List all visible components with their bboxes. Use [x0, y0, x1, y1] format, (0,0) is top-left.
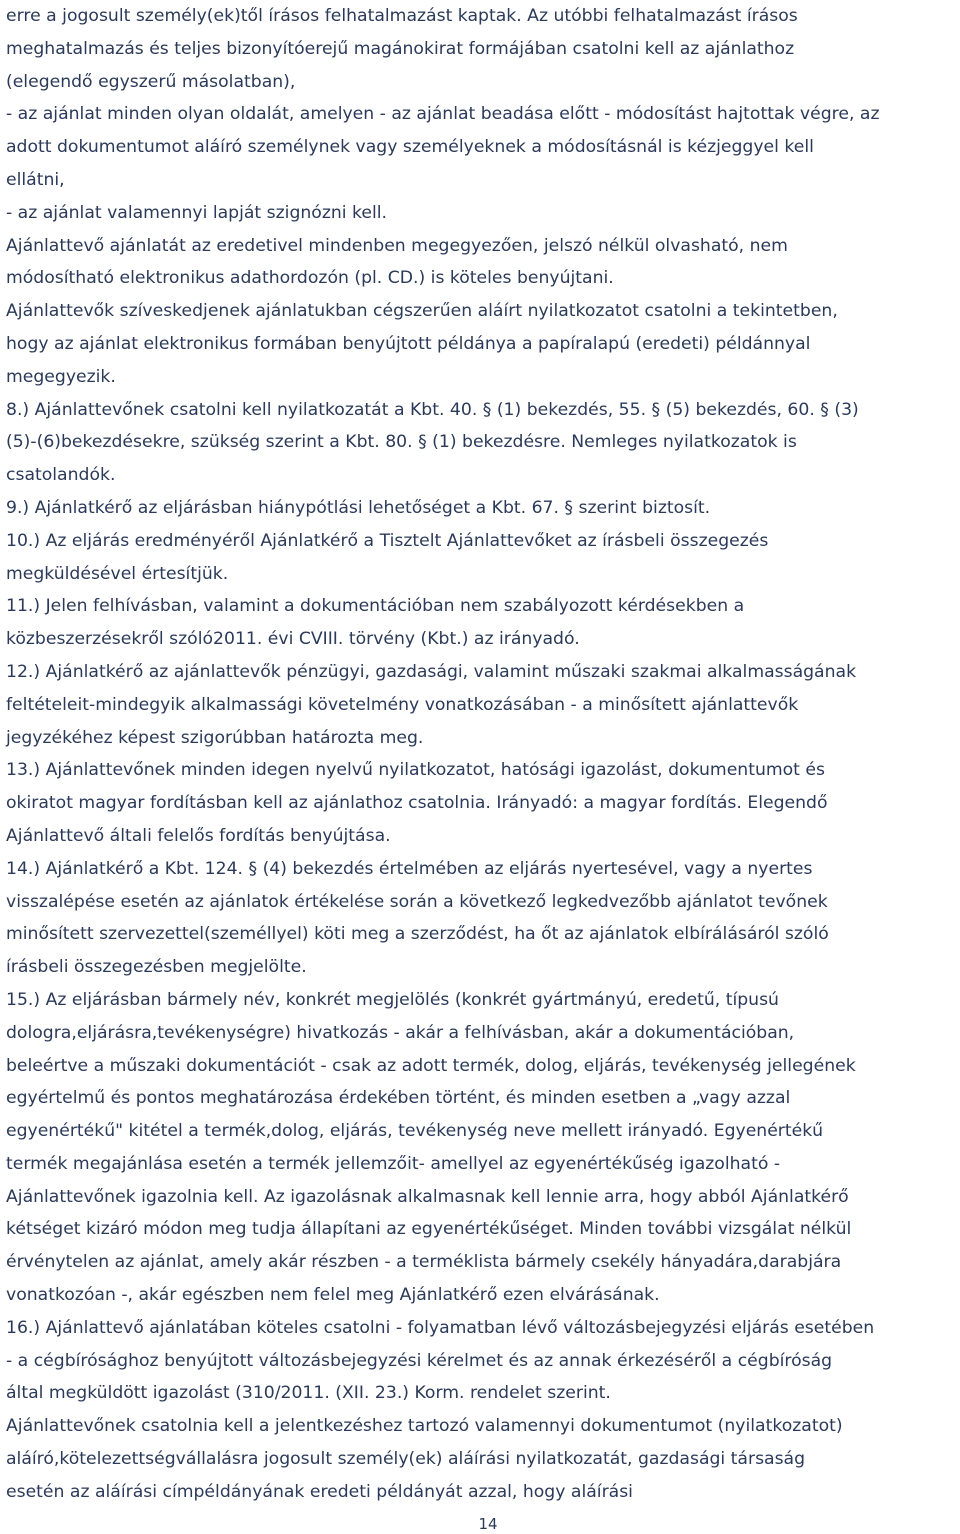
text-line: 14.) Ajánlatkérő a Kbt. 124. § (4) bekezdés értelmében az eljárás nyertesével, vagy a nyertes — [6, 858, 813, 879]
text-line: 12.) Ajánlatkérő az ajánlattevők pénzügyi, gazdasági, valamint műszaki szakmai alkalmasságának — [6, 661, 857, 682]
text-line: - az ajánlat minden olyan oldalát, amelyen - az ajánlat beadása előtt - módosítást hajtottak végre, az — [6, 104, 880, 125]
text-line: vonatkozóan -, akár egészben nem felel meg Ajánlatkérő ezen elvárásának. — [6, 1285, 660, 1306]
text-line: dologra,eljárásra,tevékenységre) hivatkozás - akár a felhívásban, akár a dokumentációban, — [6, 1022, 795, 1043]
text-line: 11.) Jelen felhívásban, valamint a dokumentációban nem szabályozott kérdésekben a — [6, 596, 745, 617]
text-line: Ajánlattevőnek igazolnia kell. Az igazolásnak alkalmasnak kell lennie arra, hogy abból Ajánlatkérő — [6, 1186, 849, 1207]
text-line: meghatalmazás és teljes bizonyítóerejű magánokirat formájában csatolni kell az ajánlathoz — [6, 38, 795, 59]
text-line: - a cégbírósághoz benyújtott változásbejegyzési kérelmet és az annak érkezéséről a cégbíróság — [6, 1350, 833, 1371]
body-text — [6, 0, 960, 1509]
text-line: (5)-(6)bekezdésekre, szükség szerint a Kbt. 80. § (1) bekezdésre. Nemleges nyilatkozatok is — [6, 432, 797, 453]
text-line: hogy az ajánlat elektronikus formában benyújtott példánya a papíralapú (eredeti) példánnyal — [6, 333, 811, 354]
text-line: 15.) Az eljárásban bármely név, konkrét megjelölés (konkrét gyártmányú, eredetű, típusú — [6, 989, 779, 1010]
text-line: csatolandók. — [6, 465, 116, 486]
text-line: 16.) Ajánlattevő ajánlatában köteles csatolni - folyamatban lévő változásbejegyzési eljárás esetében — [6, 1317, 875, 1338]
text-line: erre a jogosult személy(ek)től írásos felhatalmazást kaptak. Az utóbbi felhatalmazást írásos — [6, 6, 798, 26]
text-line: közbeszerzésekről szóló2011. évi CVIII. törvény (Kbt.) az irányadó. — [6, 629, 580, 650]
page-number: 14 — [478, 1515, 498, 1533]
text-line: minősített szervezettel(személlyel) köti meg a szerződést, ha őt az ajánlatok elbírálásáról szóló — [6, 924, 829, 945]
text-line: kétséget kizáró módon meg tudja állapítani az egyenértékűséget. Minden további vizsgálat nélkül — [6, 1219, 852, 1240]
text-line: - az ajánlat valamennyi lapját szignózni kell. — [6, 202, 388, 223]
text-line: aláíró,kötelezettségvállalásra jogosult személy(ek) aláírási nyilatkozatát, gazdasági társaság — [6, 1449, 806, 1470]
text-line: 9.) Ajánlatkérő az eljárásban hiánypótlási lehetőséget a Kbt. 67. § szerint biztosít. — [6, 497, 711, 518]
text-line: visszalépése esetén az ajánlatok értékelése során a következő legkedvezőbb ajánlatot tevőnek — [6, 891, 828, 912]
text-line: Ajánlattevők szíveskedjenek ajánlatukban cégszerűen aláírt nyilatkozatot csatolni a tekintetben, — [6, 301, 838, 322]
text-line: 8.) Ajánlattevőnek csatolni kell nyilatkozatát a Kbt. 40. § (1) bekezdés, 55. § (5) bekezdés, 60. § (3) — [6, 399, 859, 420]
text-line: jegyzékéhez képest szigorúbban határozta meg. — [6, 727, 424, 748]
text-line: ellátni, — [6, 169, 65, 190]
text-line: Ajánlattevő ajánlatát az eredetivel mindenben megegyezően, jelszó nélkül olvasható, nem — [6, 235, 788, 256]
text-line: megegyezik. — [6, 366, 116, 387]
text-line: egyenértékű" kitétel a termék,dolog, eljárás, tevékenység neve mellett irányadó. Egyenértékű — [6, 1121, 824, 1142]
text-line: módosítható elektronikus adathordozón (pl. CD.) is köteles benyújtani. — [6, 268, 614, 289]
text-line: 10.) Az eljárás eredményéről Ajánlatkérő a Tisztelt Ajánlattevőket az írásbeli összegezés — [6, 530, 769, 551]
text-line: Ajánlattevőnek csatolnia kell a jelentkezéshez tartozó valamennyi dokumentumot (nyilatkozatot) — [6, 1416, 843, 1437]
text-line: okiratot magyar fordításban kell az ajánlathoz csatolnia. Irányadó: a magyar fordítás. Elegendő — [6, 793, 828, 814]
text-line: (elegendő egyszerű másolatban), — [6, 71, 296, 92]
text-line: Ajánlattevő általi felelős fordítás benyújtása. — [6, 825, 391, 846]
text-line: megküldésével értesítjük. — [6, 563, 229, 584]
text-line: egyértelmű és pontos meghatározása érdekében történt, és minden esetben a „vagy azzal — [6, 1088, 791, 1109]
text-line: termék megajánlása esetén a termék jellemzőit- amellyel az egyenértékűség igazolható - — [6, 1153, 781, 1174]
text-line: beleértve a műszaki dokumentációt - csak az adott termék, dolog, eljárás, tevékenység jellegének — [6, 1055, 856, 1076]
text-line: feltételeit-mindegyik alkalmassági követelmény vonatkozásában - a minősített ajánlattevők — [6, 694, 799, 715]
text-line: által megküldött igazolást (310/2011. (XII. 23.) Korm. rendelet szerint. — [6, 1383, 611, 1404]
text-line: esetén az aláírási címpéldányának eredeti példányát azzal, hogy aláírási — [6, 1481, 633, 1502]
text-line: érvénytelen az ajánlat, amely akár részben - a terméklista bármely csekély hányadára,darabjára — [6, 1252, 842, 1273]
text-line: 13.) Ajánlattevőnek minden idegen nyelvű nyilatkozatot, hatósági igazolást, dokumentumot és — [6, 760, 825, 781]
text-line: adott dokumentumot aláíró személynek vagy személyeknek a módosításnál is kézjeggyel kell — [6, 137, 814, 158]
text-line: írásbeli összegezésben megjelölte. — [6, 957, 307, 978]
